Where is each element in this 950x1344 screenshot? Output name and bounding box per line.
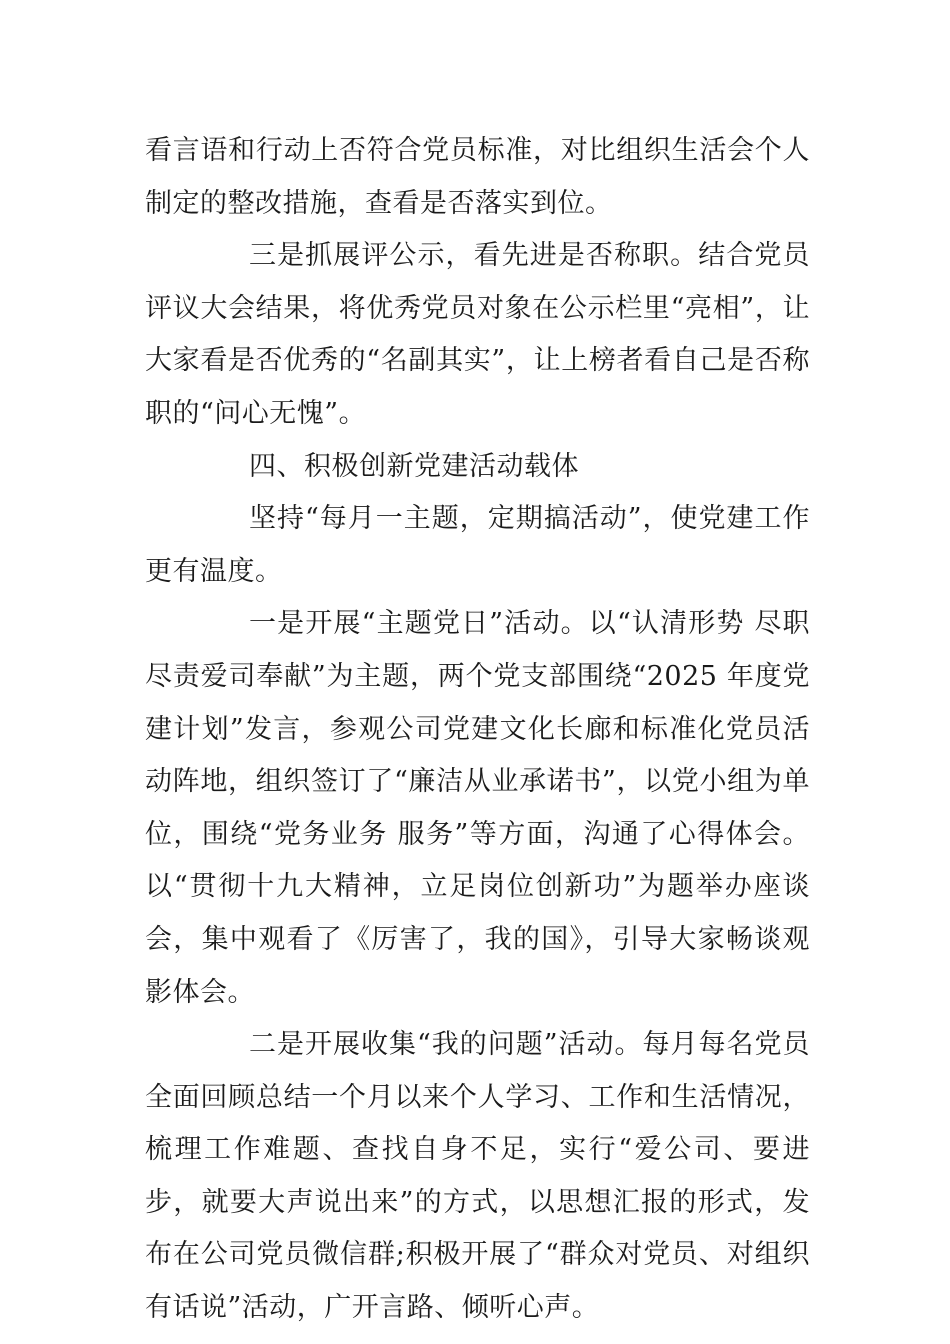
paragraph-5: 二是开展收集“我的问题”活动。每月每名党员全面回顾总结一个月以来个人学习、工作和生活情况，梳理工作难题、查找自身不足，实行“爱公司、要进步，就要大声说出来”的方式，以思想汇报的形式，发布在公司党员微信群;积极开展了“群众对党员、对组织有话说”活动，广开言路、倾听心声。 bbox=[145, 1029, 810, 1324]
section-heading: 四、积极创新党建活动载体 bbox=[249, 450, 579, 482]
document-body bbox=[145, 125, 810, 1335]
paragraph-1: 看言语和行动上否符合党员标准，对比组织生活会个人制定的整改措施，查看是否落实到位。 bbox=[145, 135, 810, 219]
paragraph-2: 三是抓展评公示，看先进是否称职。结合党员评议大会结果，将优秀党员对象在公示栏里“亮相”，让大家看是否优秀的“名副其实”，让上榜者看自己是否称职的“问心无愧”。 bbox=[145, 240, 810, 429]
paragraph-3: 坚持“每月一主题，定期搞活动”，使党建工作更有温度。 bbox=[145, 503, 810, 587]
paragraph-4: 一是开展“主题党日”活动。以“认清形势 尽职尽责爱司奉献”为主题，两个党支部围绕“2025 年度党建计划”发言，参观公司党建文化长廊和标准化党员活动阵地，组织签订了“廉洁从业承诺书”，以党小组为单位，围绕“党务业务 服务”等方面，沟通了心得体会。以“贯彻十九大精神，立足岗位创新功”为题举办座谈会，集中观看了《厉害了，我的国》，引导大家畅谈观影体会。 bbox=[145, 608, 810, 1008]
